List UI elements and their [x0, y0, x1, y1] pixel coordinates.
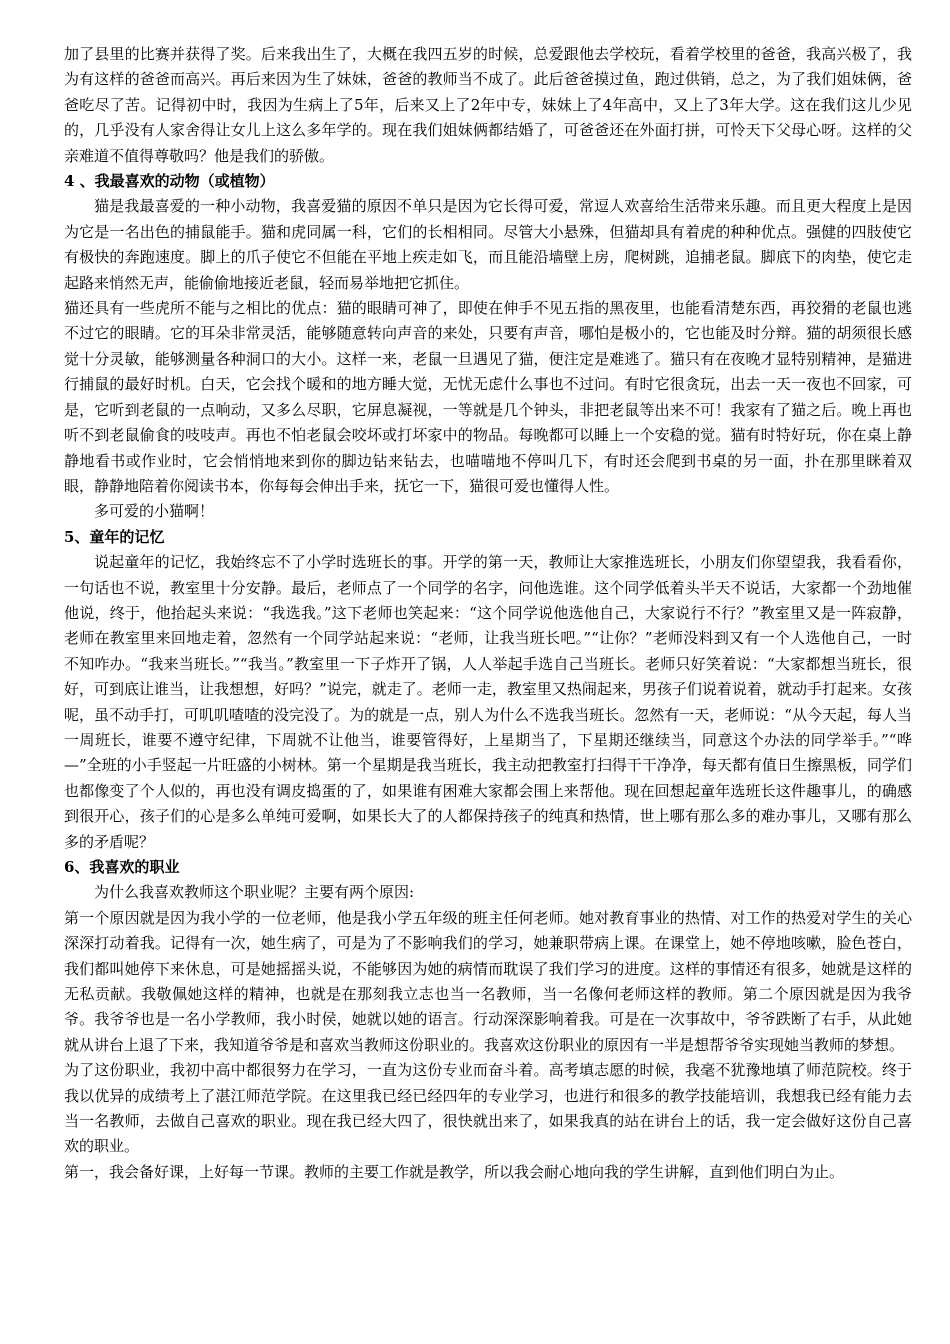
- paragraph-career-reasons: 第一个原因就是因为我小学的一位老师，他是我小学五年级的班主任何老师。她对教育事业的热情、对工作的热爱对学生的关心深深打动着我。记得有一次，她生病了，可是为了不影响我们的学习，她兼职带病上课。在课堂上，她不停地咳嗽，脸色苍白，我们都叫她停下来休息，可是她摇摇头说，不能够因为她的病情而耽误了我们学习的进度。这样的事情还有很多，她就是这样的无私贡献。我敬佩她这样的精神，也就是在那刻我立志也当一名教师，当一名像何老师这样的教师。第二个原因就是因为我爷爷。我爷爷也是一名小学教师，我小时侯，她就以她的语言。行动深深影响着我。可是在一次事故中，爷爷跌断了右手，从此她就从讲台上退了下来，我知道爷爷是和喜欢当教师这份职业的。我喜欢这份职业的原因有一半是想帮爷爷实现她当教师的梦想。: [64, 908, 912, 1054]
- paragraph-class-monitor: 说起童年的记忆，我始终忘不了小学时选班长的事。开学的第一天，教师让大家推选班长，小朋友们你望望我，我看看你，一句话也不说，教室里十分安静。最后，老师点了一个同学的名字，问他选谁。这个同学低着头半天不说话，大家都一个劲地催他说，终于，他抬起头来说：“我选我。”这下老师也笑起来：“这个同学说他选他自己，大家说行不行？”教室里又是一阵寂静，老师在教室里来回地走着，忽然有一个同学站起来说：“老师，让我当班长吧。”“让你？”老师没料到又有一个人选他自己，一时不知咋办。“我来当班长。”“我当。”教室里一下子炸开了锅，人人举起手选自己当班长。老师只好笑着说：“大家都想当班长，很好，可到底让谁当，让我想想，好吗？”说完，就走了。老师一走，教室里又热闹起来，男孩子们说着说着，就动手打起来。女孩呢，虽不动手打，可叽叽喳喳的没完没了。为的就是一点，别人为什么不选我当班长。忽然有一天，老师说：“从今天起，每人当一周班长，谁要不遵守纪律，下周就不让他当，谁要管得好，上星期当了，下星期还继续当，同意这个办法的同学举手。”“哗—”全班的小手竖起一片旺盛的小树林。第一个星期是我当班长，我主动把教室打扫得干干净净，每天都有值日生擦黑板，同学们也都像变了个人似的，再也没有调皮捣蛋的了，如果谁有困难大家都会围上来帮他。现在回想起童年选班长这件趣事儿，的确感到很开心，孩子们的心是多么单纯可爱啊，如果长大了的人都保持孩子的纯真和热情，世上哪有那么多的难办事儿，又哪有那么多的矛盾呢？: [64, 553, 912, 851]
- paragraph-cat-intro: 猫是我最喜爱的一种小动物，我喜爱猫的原因不单只是因为它长得可爱，常逗人欢喜给生活带来乐趣。而且更大程度上是因为它是一名出色的捕鼠能手。猫和虎同属一科，它们的长相相同。尽管大小悬殊，但猫却具有着虎的种种优点。强健的四肢使它有极快的奔跑速度。脚上的爪子使它不但能在平地上疾走如飞，而且能沿墙壁上房，爬树跳，追捕老鼠。脚底下的肉垫，使它走起路来悄然无声，能偷偷地接近老鼠，轻而易举地把它抓住。: [64, 197, 912, 292]
- paragraph-cat-closing: 多可爱的小猫啊！: [94, 502, 215, 521]
- paragraph-career-effort: 为了这份职业，我初中高中都很努力在学习，一直为这份专业而奋斗着。高考填志愿的时候，我毫不犹豫地填了师范院校。终于我以优异的成绩考上了湛江师范学院。在这里我已经已经四年的专业学习，也进行和很多的教学技能培训，我想我已经有能力去当一名教师，去做自己喜欢的职业。现在我已经大四了，很快就出来了，如果我真的站在讲台上的话，我一定会做好这份自己喜欢的职业。: [64, 1061, 912, 1156]
- heading-favorite-animal: 4 、我最喜欢的动物（或植物）: [64, 172, 275, 191]
- paragraph-career-plan: 第一，我会备好课，上好每一节课。教师的主要工作就是教学，所以我会耐心地向我的学生讲解，直到他们明白为止。: [64, 1162, 845, 1181]
- heading-favorite-career: 6、我喜欢的职业: [64, 858, 180, 876]
- paragraph-father: 加了县里的比赛并获得了奖。后来我出生了，大概在我四五岁的时候，总爱跟他去学校玩，看着学校里的爸爸，我高兴极了，我为有这样的爸爸而高兴。再后来因为生了妹妹，爸爸的教师当不成了。此后爸爸摸过鱼，跑过供销，总之，为了我们姐妹俩，爸爸吃尽了苦。记得初中时，我因为生病上了5年，后来又上了2年中专，妹妹上了4年高中，又上了3年大学。这在我们这儿少见的，几乎没有人家舍得让女儿上这么多年学的。现在我们姐妹俩都结婚了，可爸爸还在外面打拼，可怜天下父母心呀。这样的父亲难道不值得尊敬吗？他是我们的骄傲。: [64, 45, 912, 165]
- paragraph-cat-advantages: 猫还具有一些虎所不能与之相比的优点：猫的眼睛可神了，即使在伸手不见五指的黑夜里，也能看清楚东西，再狡猾的老鼠也逃不过它的眼睛。它的耳朵非常灵活，能够随意转向声音的来处，只要有声音，哪怕是极小的，它也能及时分辩。猫的胡须很长感觉十分灵敏，能够测量各种洞口的大小。这样一来，老鼠一旦遇见了猫，便注定是难逃了。猫只有在夜晚才显特别精神，是猫进行捕鼠的最好时机。白天，它会找个暖和的地方睡大觉，无忧无虑什么事也不过问。有时它很贪玩，出去一天一夜也不回家，可是，它听到老鼠的一点响动，又多么尽职，它屏息凝视，一等就是几个钟头，非把老鼠等出来不可！我家有了猫之后。晚上再也听不到老鼠偷食的吱吱声。再也不怕老鼠会咬坏或打坏家中的物品。每晚都可以睡上一个安稳的觉。猫有时特好玩，你在桌上静静地看书或作业时，它会悄悄地来到你的脚边钻来钻去，也喵喵地不停叫几下，有时还会爬到书桌的另一面，扑在那里眯着双眼，静静地陪着你阅读书本，你每每会伸出手来，抚它一下，猫很可爱也懂得人性。: [64, 299, 912, 495]
- paragraph-career-question: 为什么我喜欢教师这个职业呢？主要有两个原因:: [94, 883, 415, 902]
- heading-childhood-memory: 5、童年的记忆: [64, 527, 165, 546]
